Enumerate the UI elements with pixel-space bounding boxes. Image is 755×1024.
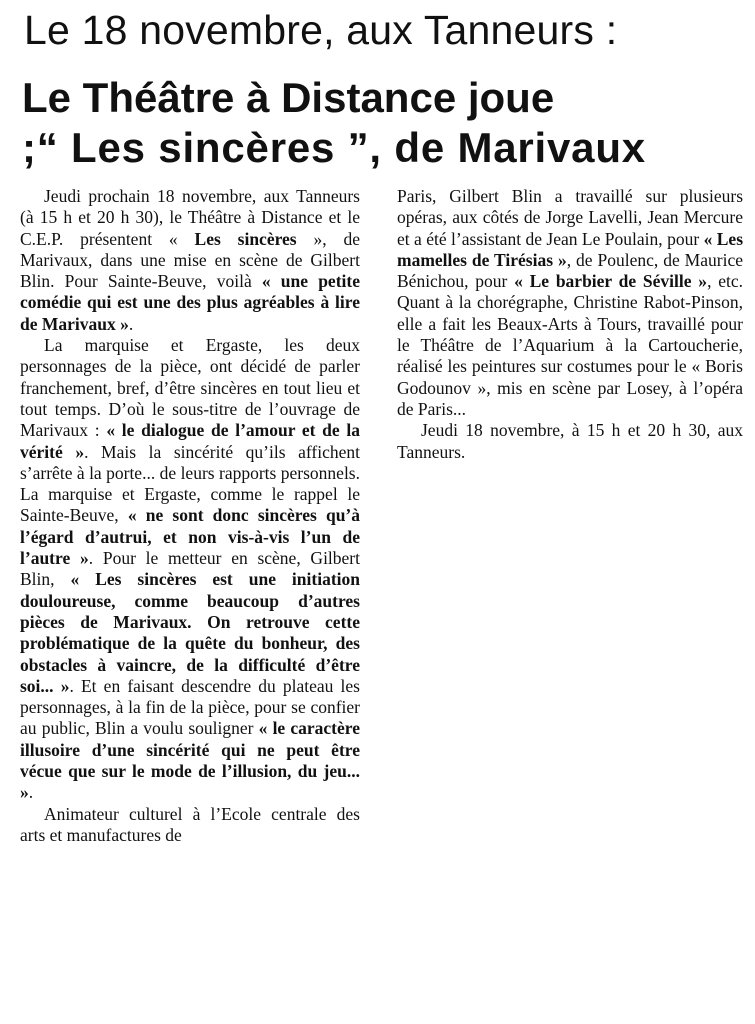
paragraph-schedule [397, 420, 743, 463]
article-column-left [20, 186, 360, 846]
text-run: , de Poulenc, de Maurice Bénichou, pour [397, 249, 743, 292]
kicker-heading: Le 18 novembre, aux Tanneurs : [24, 7, 618, 53]
text-run: Jeudi 18 novembre, à 15 h et 20 h 30, aux Tanneurs. [397, 420, 743, 462]
text-run: . Et en faisant descendre du plateau les personnages, à la fin de la pièce, pour se confier au public, Blin a voulu souligner [20, 675, 360, 739]
quote-sainte-beuve: « une petite comédie qui est une des plus agréables à lire de Marivaux » [20, 271, 360, 334]
paragraph-intro [20, 186, 360, 335]
text-run: . Pour le metteur en scène, Gilbert Blin, [20, 548, 361, 590]
quote-illusion: « le caractère illusoire d’une sincérité qui ne peut être vécue que sur le mode de l’illusion, du jeu... » [20, 718, 360, 803]
text-run: Paris, Gilbert Blin a travaillé sur plusieurs opéras, aux côtés de Jorge Lavelli, Jean Mercure et a été l’assistant de Jean Le Poulain, pour [397, 186, 743, 249]
quote-subtitle: « le dialogue de l’amour et de la vérité » [20, 420, 360, 462]
text-run: La marquise et Ergaste, les deux personnages de la pièce, ont décidé de parler franchement, bref, d’être sincères en tout lieu et tout temps. D’où le sous-titre de l’ouvrage de Marivaux : [20, 335, 360, 441]
text-run: Animateur culturel à l’Ecole centrale des arts et manufactures de [20, 803, 360, 845]
text-run: . [128, 313, 134, 334]
text-run: . Mais la sincérité qu’ils affichent s’arrête à la porte... de leurs rapports personnels. La marquise et Ergaste, comme le rappel le Sainte-Beuve, [20, 441, 360, 526]
title-mamelles: « Les mamelles de Tirésias » [397, 228, 743, 270]
title-barbier: « Le barbier de Séville » [514, 271, 708, 292]
text-run: », de Marivaux, dans une mise en scène de Gilbert Blin. Pour Sainte-Beuve, voilà [20, 228, 360, 292]
paragraph-director-bio [20, 804, 360, 847]
play-title: Les sincères [194, 228, 297, 249]
text-run: , etc. Quant à la chorégraphe, Christine Rabot-Pinson, elle a fait les Beaux-Arts à Tours, travaillé pour le Théâtre de l’Aquarium à la Cartoucherie, réalisé les peintures sur costumes pour le « Boris Godounov », mis en scène par Losey, à l’opéra de Paris... [397, 271, 743, 419]
quote-director: « Les sincères est une initiation douloureuse, comme beaucoup d’autres pièces de Marivaux. On retrouve cette problématique de la quête du bonheur, des obstacles à vaincre, de la difficulté d’être soi... » [20, 569, 360, 696]
headline-line-2: ;“ Les sincères ”, de Marivaux [22, 124, 646, 171]
text-run: . [28, 782, 34, 803]
headline-line-1: Le Théâtre à Distance joue [22, 74, 555, 121]
paragraph-director-bio-continued [397, 186, 743, 420]
article-column-right [397, 186, 743, 463]
quote-sinceres: « ne sont donc sincères qu’à l’égard d’autrui, et non vis-à-vis l’un de l’autre » [20, 505, 361, 569]
paragraph-plot [20, 335, 360, 804]
text-run: Jeudi prochain 18 novembre, aux Tanneurs (à 15 h et 20 h 30), le Théâtre à Distance et le C.E.P. présentent « [20, 186, 360, 249]
